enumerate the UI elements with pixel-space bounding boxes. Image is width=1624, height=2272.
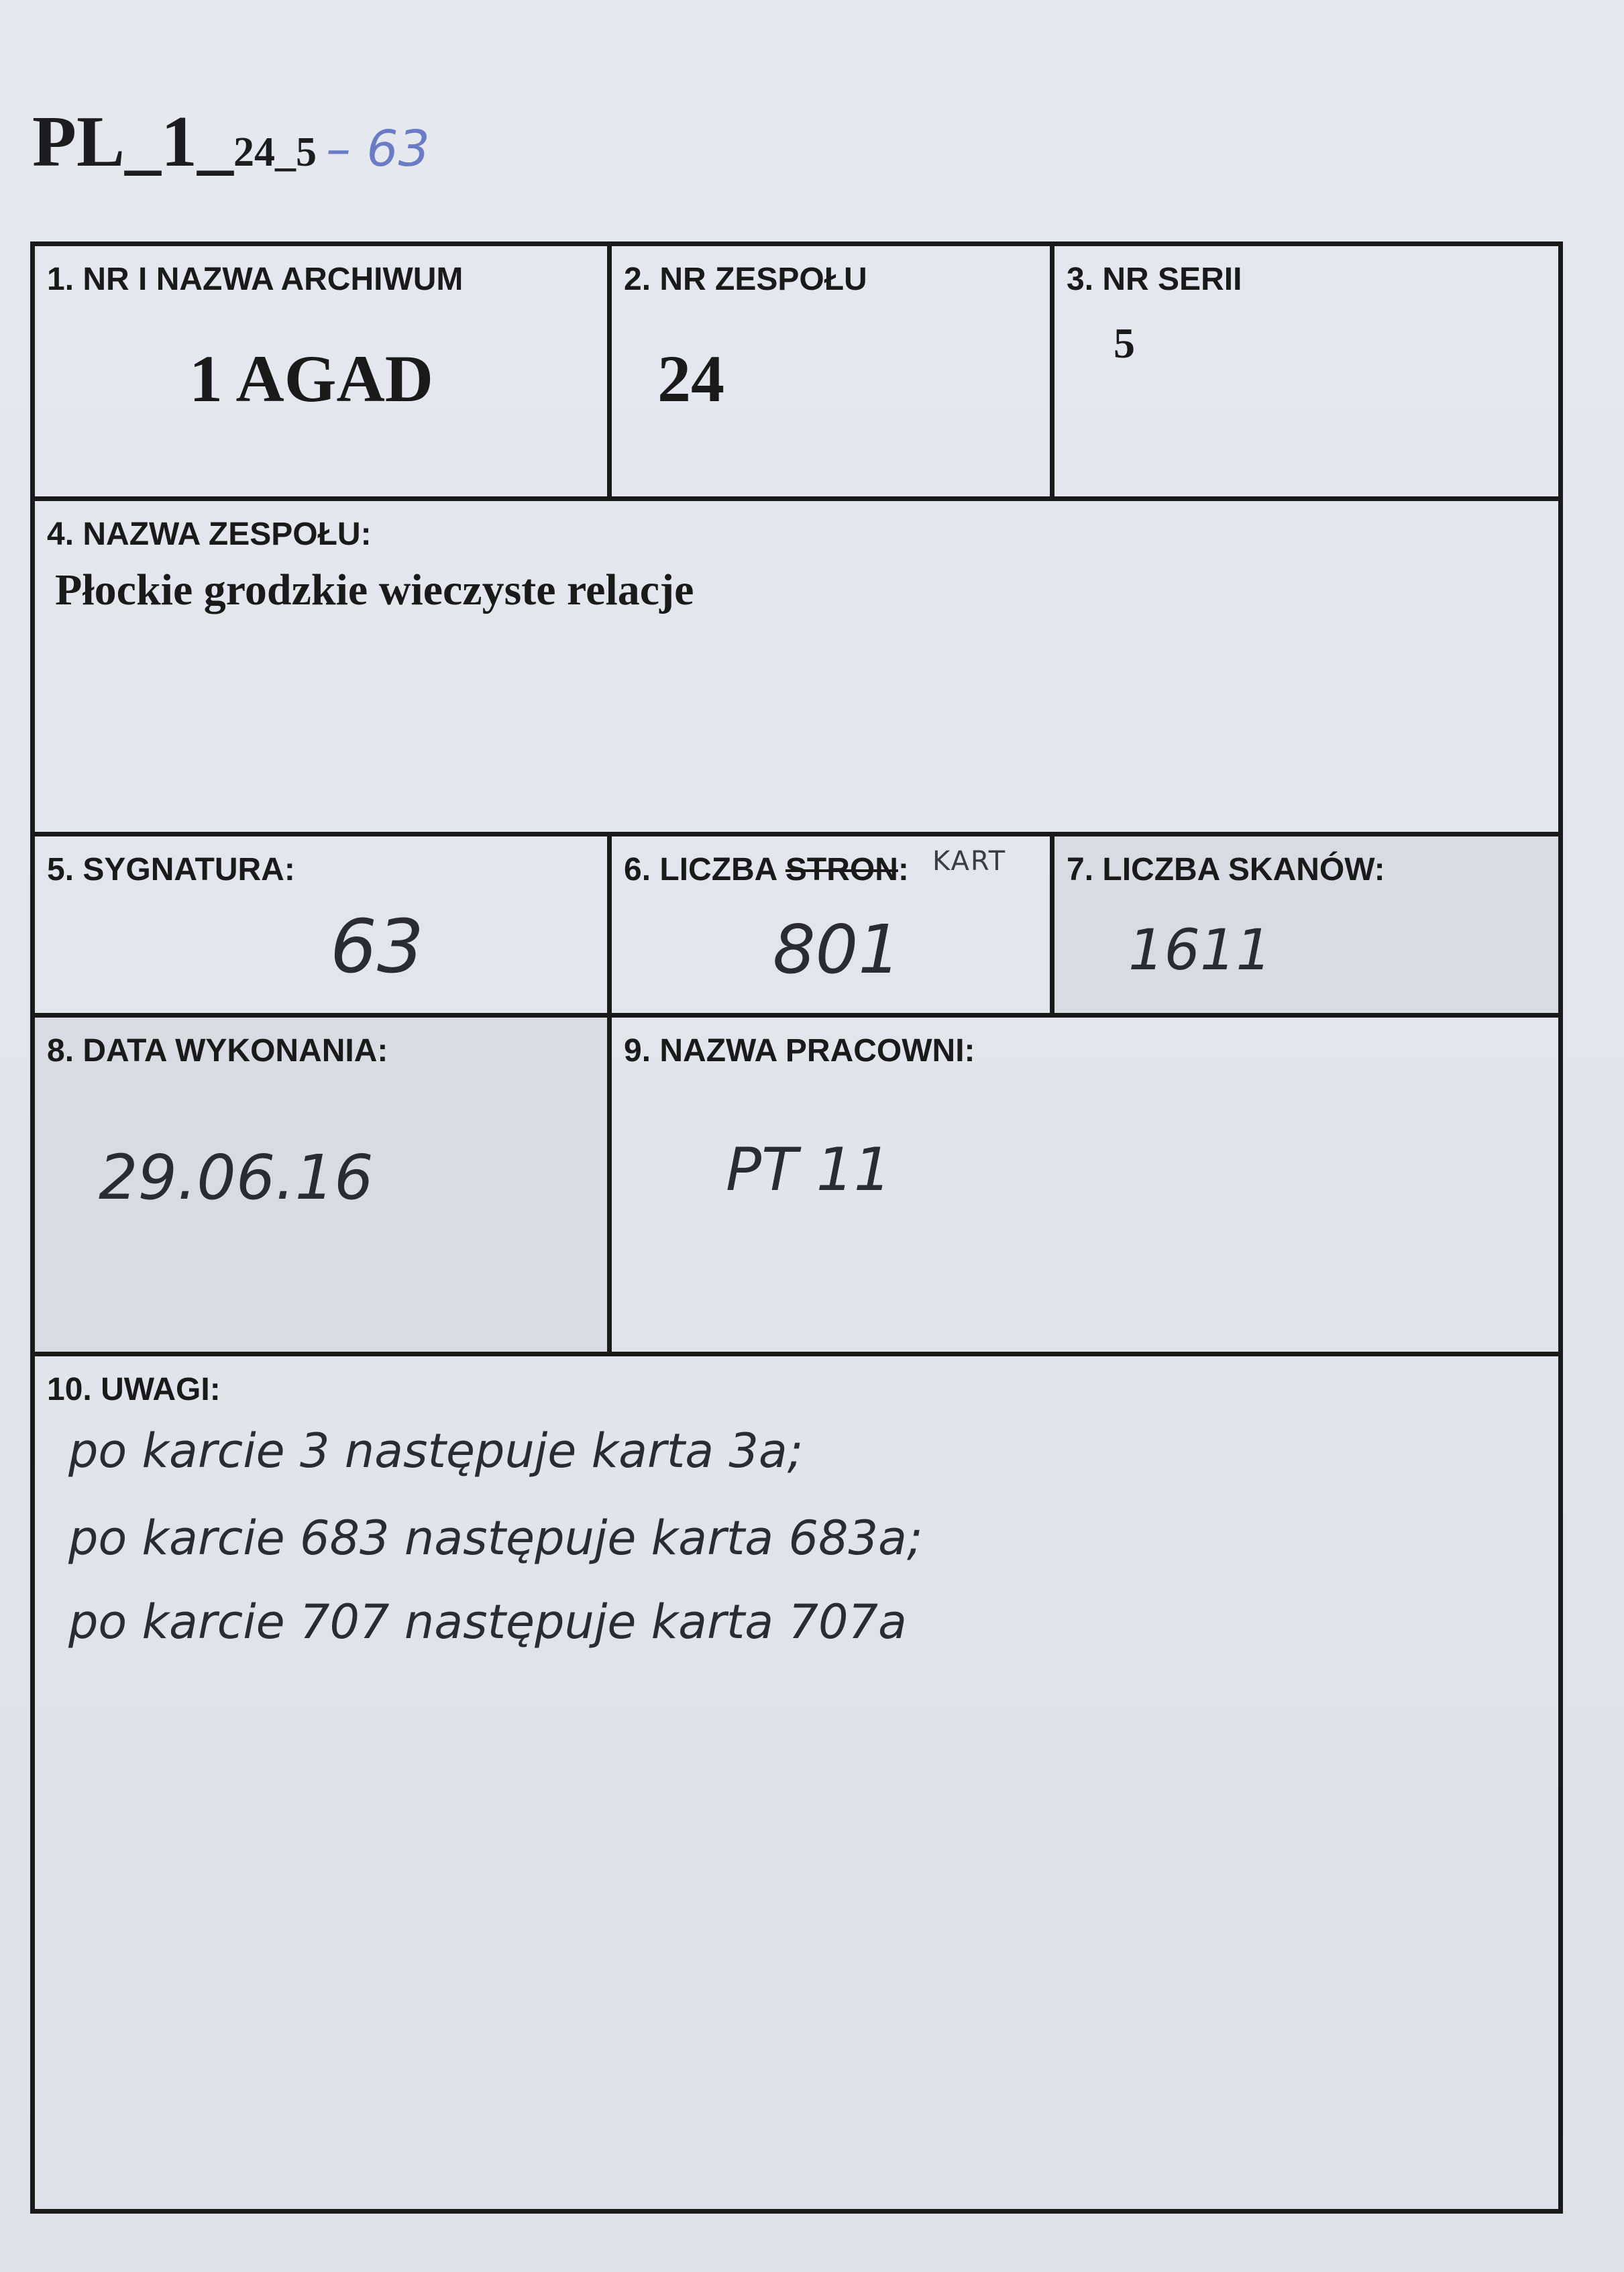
workshop-value: PT 11 [726, 1135, 891, 1204]
pages-count-value: 801 [773, 910, 901, 989]
pages-count-label-struck: STRON [785, 852, 898, 887]
scans-count-value: 1611 [1128, 917, 1272, 983]
signature-value: 63 [330, 904, 424, 989]
signature-cell [35, 836, 612, 1018]
series-number-value: 5 [1114, 319, 1135, 367]
date-label: 8. DATA WYKONANIA: [47, 1033, 388, 1069]
archive-cell [35, 246, 612, 501]
pages-count-label [624, 851, 909, 888]
archive-value: 1 AGAD [189, 341, 433, 416]
notes-line: po karcie 683 następuje karta 683a; [68, 1511, 923, 1566]
fonds-name-label: 4. NAZWA ZESPOŁU: [47, 517, 372, 552]
header-mid: 24_5 [233, 129, 317, 175]
header-prefix: PL_1_ [32, 102, 234, 182]
scans-count-cell [1054, 836, 1558, 1018]
fonds-number-value: 24 [657, 341, 724, 416]
notes-label: 10. UWAGI: [47, 1372, 221, 1407]
document-id-header [32, 101, 430, 188]
signature-label: 5. SYGNATURA: [47, 852, 295, 887]
scans-count-label: 7. LICZBA SKANÓW: [1067, 852, 1385, 887]
fonds-number-label: 2. NR ZESPOŁU [624, 262, 867, 297]
pages-count-cell [612, 836, 1054, 1018]
archive-label: 1. NR I NAZWA ARCHIWUM [47, 262, 464, 297]
date-value: 29.06.16 [99, 1142, 374, 1213]
fonds-name-value: Płockie grodzkie wieczyste relacje [55, 565, 694, 614]
workshop-label: 9. NAZWA PRACOWNI: [624, 1033, 975, 1069]
series-number-label: 3. NR SERII [1067, 262, 1242, 297]
metadata-form [30, 241, 1563, 2214]
pages-count-label-prefix: 6. LICZBA [624, 852, 786, 887]
date-cell [35, 1018, 612, 1356]
series-number-cell [1054, 246, 1558, 501]
header-handwritten-suffix: – 63 [326, 120, 430, 178]
workshop-cell [612, 1018, 1558, 1356]
notes-cell [35, 1356, 1558, 2209]
pages-count-label-suffix: : [898, 852, 909, 887]
fonds-number-cell [612, 246, 1054, 501]
fonds-name-cell [35, 501, 1558, 836]
pages-count-correction: KART [932, 846, 1007, 877]
notes-line: po karcie 707 następuje karta 707a [68, 1594, 907, 1649]
notes-line: po karcie 3 następuje karta 3a; [68, 1423, 804, 1478]
